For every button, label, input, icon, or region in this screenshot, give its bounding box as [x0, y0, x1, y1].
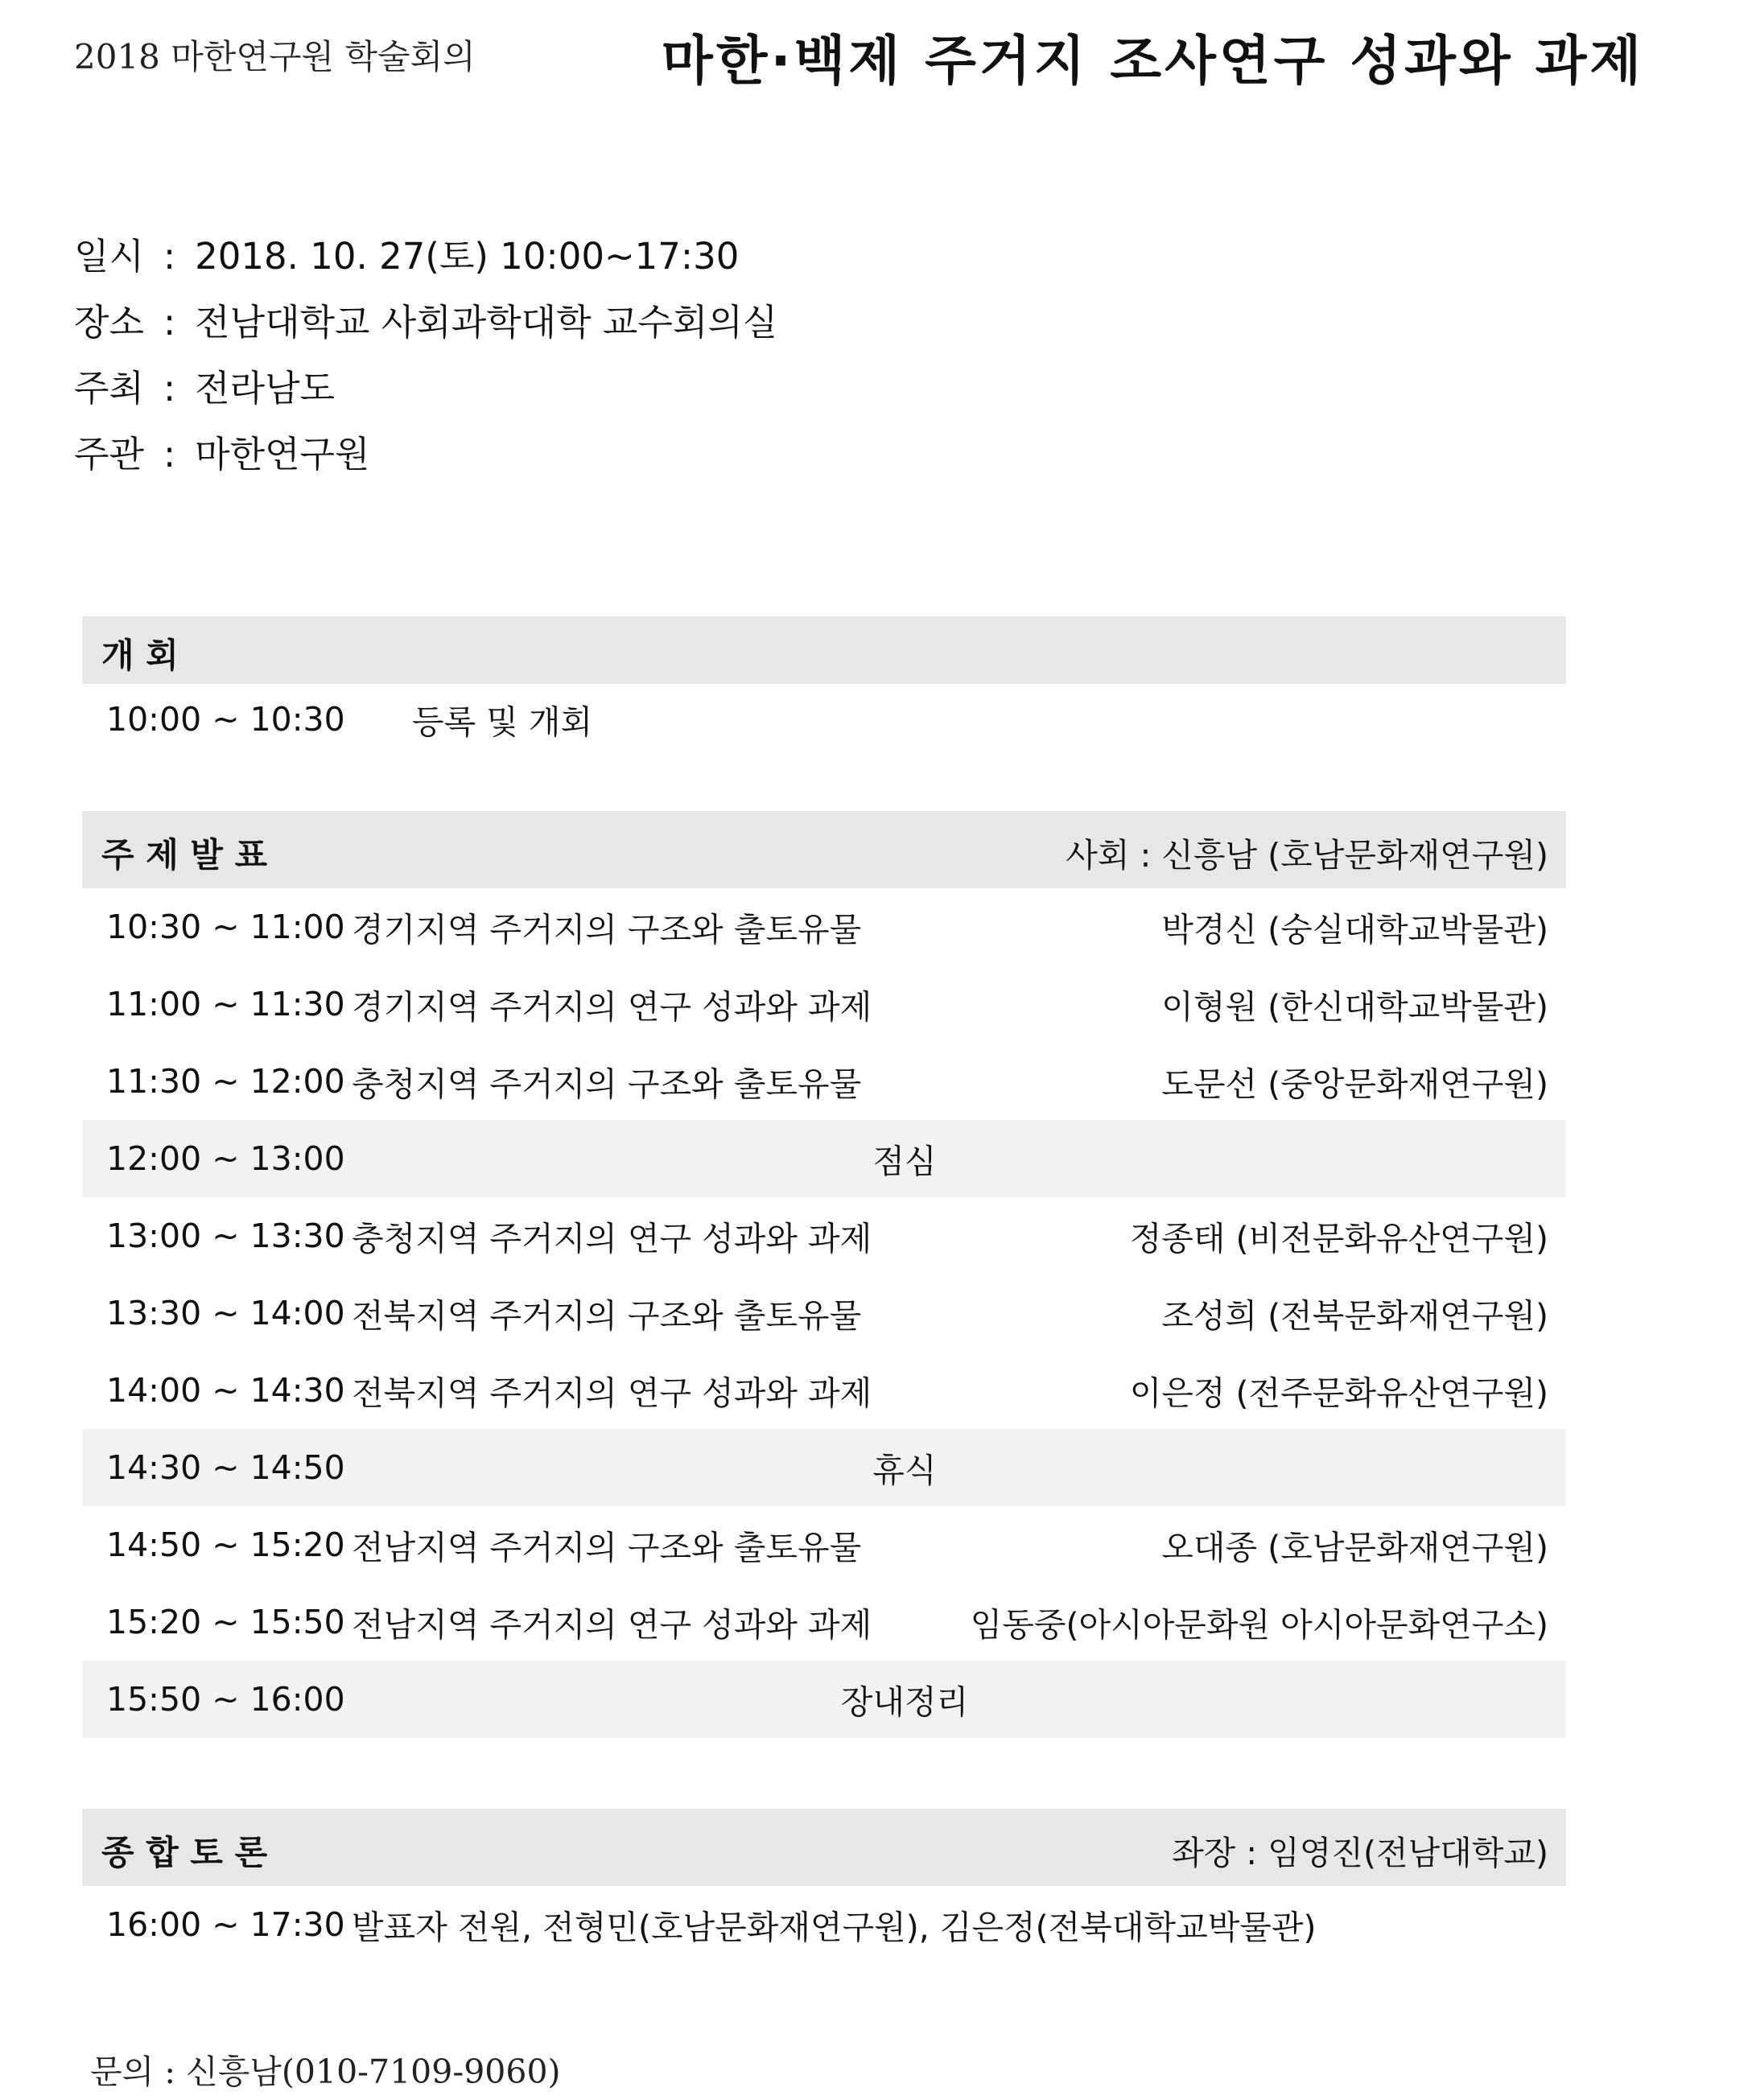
- info-date: [74, 227, 739, 279]
- info-label: 주관: [74, 433, 144, 476]
- schedule-row-break: [82, 1661, 1566, 1738]
- row-speaker: 임동중(아시아문화원 아시아문화연구소): [970, 1605, 1548, 1645]
- row-speaker: 오대종 (호남문화재연구원): [1161, 1528, 1548, 1567]
- row-time: 11:00 ~ 11:30: [106, 985, 345, 1023]
- row-time: 12:00 ~ 13:00: [106, 1139, 345, 1178]
- row-topic: 전북지역 주거지의 연구 성과와 과제: [352, 1373, 872, 1413]
- row-time: 13:30 ~ 14:00: [106, 1294, 345, 1332]
- info-venue: [74, 293, 777, 345]
- moderator-label: 사회 : 신흥남 (호남문화재연구원): [1066, 836, 1548, 875]
- info-label: 주최: [74, 367, 144, 410]
- schedule-row: [82, 1583, 1566, 1661]
- info-value: 2018. 10. 27(토) 10:00~17:30: [195, 235, 740, 278]
- info-separator: :: [163, 433, 176, 476]
- row-time: 16:00 ~ 17:30: [106, 1905, 345, 1944]
- section-title-presentations: 주 제 발 표: [101, 835, 268, 875]
- info-value: 전라남도: [195, 367, 336, 410]
- schedule-row: [82, 1197, 1566, 1274]
- row-topic: 전북지역 주거지의 구조와 출토유물: [352, 1296, 862, 1336]
- row-time: 13:00 ~ 13:30: [106, 1217, 345, 1255]
- schedule-row: [82, 888, 1566, 966]
- schedule-row: [82, 681, 1566, 758]
- row-topic: 전남지역 주거지의 구조와 출토유물: [352, 1528, 862, 1567]
- row-speaker: 정종태 (비전문화유산연구원): [1129, 1219, 1548, 1258]
- info-value: 전남대학교 사회과학대학 교수회의실: [195, 301, 778, 344]
- info-separator: :: [163, 235, 176, 278]
- conference-subtitle: 2018 마한연구원 학술회의: [74, 37, 476, 76]
- schedule-row: [82, 1506, 1566, 1583]
- section-title-opening: 개 회: [101, 636, 179, 675]
- row-topic: 경기지역 주거지의 구조와 출토유물: [352, 910, 862, 949]
- schedule-row: [82, 1274, 1566, 1352]
- document-title: 마한·백제 주거지 조사연구 성과와 과제: [662, 30, 1645, 92]
- row-topic: 충청지역 주거지의 구조와 출토유물: [352, 1064, 862, 1104]
- row-speaker: 조성희 (전북문화재연구원): [1161, 1296, 1548, 1336]
- row-speaker: 도문선 (중앙문화재연구원): [1161, 1064, 1548, 1104]
- info-value: 마한연구원: [195, 433, 370, 476]
- info-host: [74, 359, 335, 411]
- row-topic: 경기지역 주거지의 연구 성과와 과제: [352, 987, 872, 1027]
- schedule-row: [82, 1043, 1566, 1120]
- schedule-row: [82, 1886, 1566, 1963]
- row-speaker: 이형원 (한신대학교박물관): [1161, 987, 1548, 1027]
- row-time: 14:30 ~ 14:50: [106, 1448, 345, 1487]
- row-break-label: 점심: [872, 1142, 937, 1181]
- row-time: 14:00 ~ 14:30: [106, 1371, 345, 1410]
- row-time: 11:30 ~ 12:00: [106, 1062, 345, 1101]
- schedule-row: [82, 1352, 1566, 1429]
- info-separator: :: [163, 301, 176, 344]
- info-separator: :: [163, 367, 176, 410]
- row-time: 15:20 ~ 15:50: [106, 1603, 345, 1641]
- row-speaker: 박경신 (숭실대학교박물관): [1161, 910, 1548, 949]
- info-organizer: [74, 425, 369, 477]
- info-label: 장소: [74, 301, 144, 344]
- chair-label: 좌장 : 임영진(전남대학교): [1172, 1834, 1548, 1872]
- row-break-label: 휴식: [872, 1451, 937, 1490]
- section-header-opening: [82, 616, 1566, 684]
- row-speaker: 이은정 (전주문화유산연구원): [1129, 1373, 1548, 1413]
- schedule-row-break: [82, 1429, 1566, 1506]
- info-label: 일시: [74, 235, 144, 278]
- contact-info: 문의 : 신흥남(010-7109-9060): [90, 2053, 561, 2091]
- row-time: 10:00 ~ 10:30: [106, 700, 345, 739]
- row-time: 15:50 ~ 16:00: [106, 1680, 345, 1719]
- row-break-label: 장내정리: [840, 1682, 969, 1722]
- schedule-row-break: [82, 1120, 1566, 1197]
- schedule-row: [82, 966, 1566, 1043]
- row-time: 10:30 ~ 11:00: [106, 908, 345, 946]
- row-item: 발표자 전원, 전형민(호남문화재연구원), 김은정(전북대학교박물관): [352, 1908, 1317, 1947]
- row-item: 등록 및 개회: [412, 702, 593, 742]
- row-topic: 전남지역 주거지의 연구 성과와 과제: [352, 1605, 872, 1645]
- section-title-discussion: 종 합 토 론: [101, 1833, 268, 1872]
- row-topic: 충청지역 주거지의 연구 성과와 과제: [352, 1219, 872, 1258]
- row-time: 14:50 ~ 15:20: [106, 1526, 345, 1564]
